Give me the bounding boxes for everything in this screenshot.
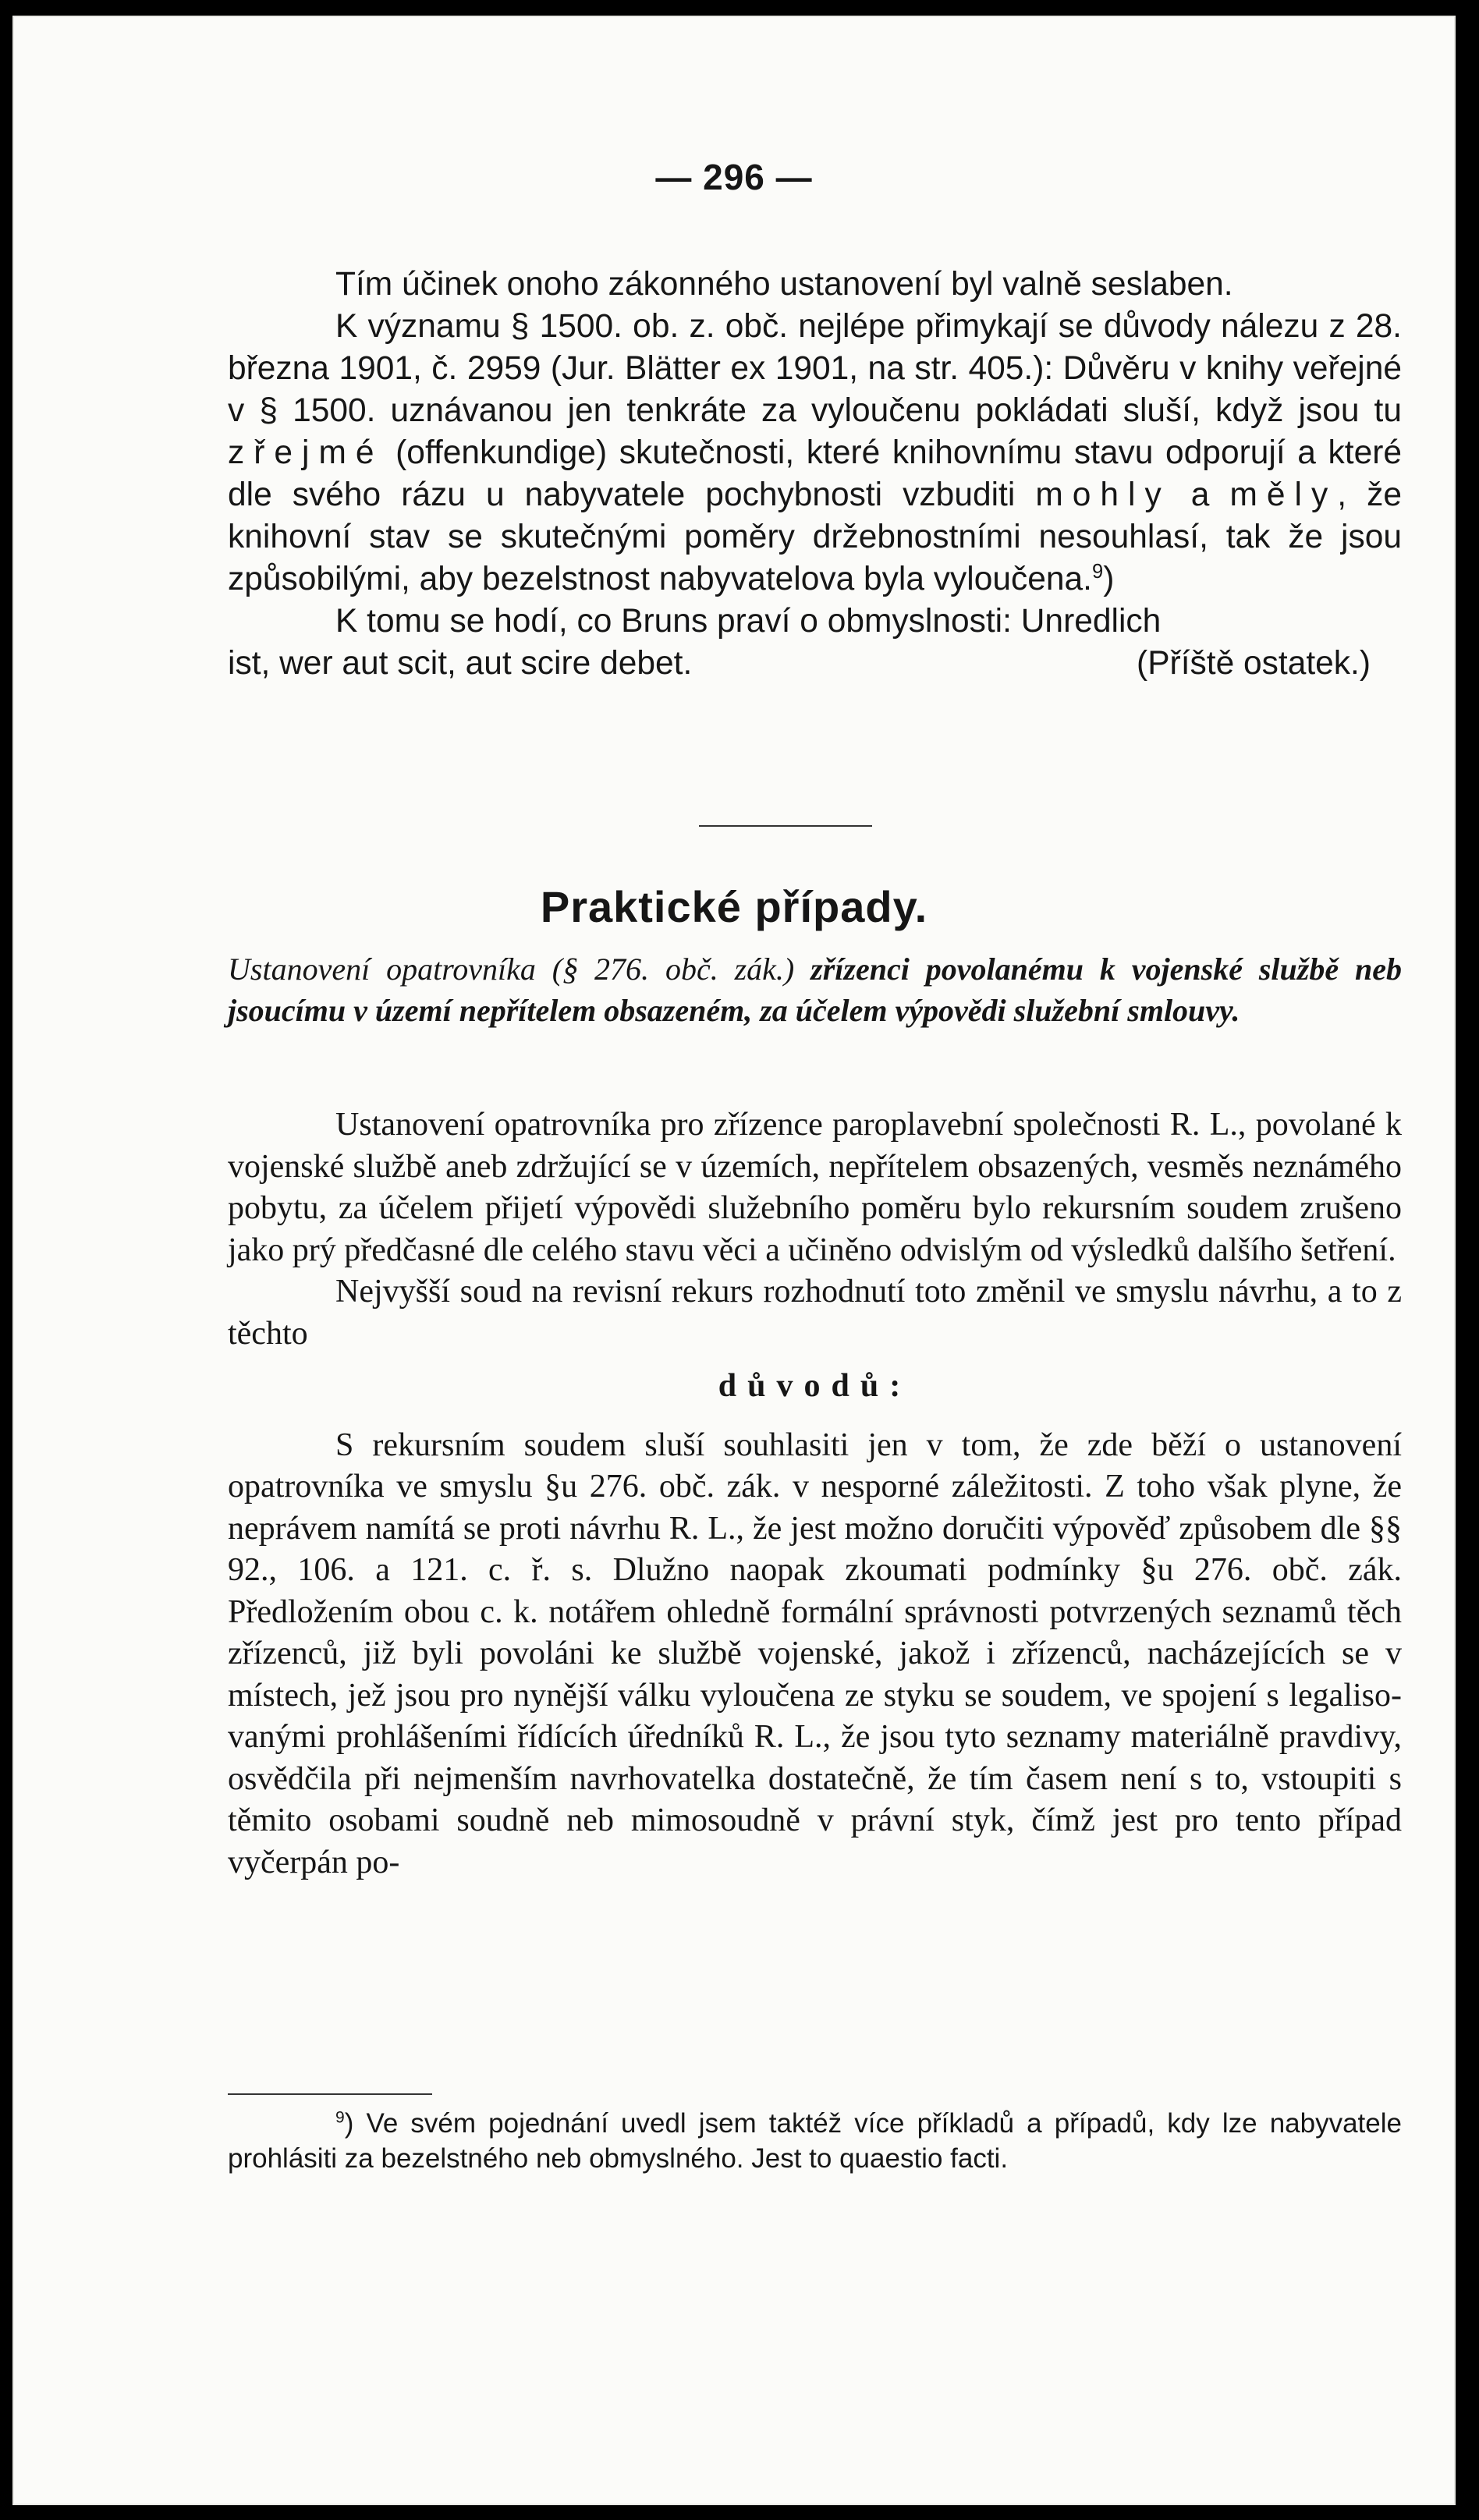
paragraph: K tomu se hodí, co Bruns praví o obmyslnosti: Unredlich (335, 603, 1162, 640)
section-divider (699, 825, 872, 827)
paragraph: Ustanovení opatrovníka pro zřízence paroplavební společnosti R. L., povolané k vojenské službě aneb zdržující se v územích, nepřítelem obsazených, vesměs neznámého pobytu, za účelem přijetí výpovědi služebního poměru bylo rekursním soudem zrušeno jako prý předčasné dle celého stavu věci a učiněno odvislým od výsledků dalšího šetření. (228, 1107, 1402, 1268)
emphasis-spaced: zřejmé (228, 434, 384, 471)
section-heading: Praktické případy. (540, 882, 928, 931)
footnote-marker: 9 (335, 2108, 345, 2127)
text-run: , že knihovní stav se skutečnými poměry držebnostními nesouhlasí, tak že jsou způsobilými, aby bezelstnost nabyvatelova byla vyloučena. (228, 477, 1402, 597)
abstract-rest: zřízenci povolanému k vojenské službě neb jsoucímu v území nepřítelem obsazeném, za účelem výpovědi služební smlouvy. (228, 952, 1403, 1028)
abstract-lead: Ustanovení opatrovníka (§ 276. obč. zák.) (228, 952, 795, 987)
text-run: (offenkundige) skutečnosti, které knihovnímu stavu odporují a které dle svého rázu u nabyvatele pochybnosti vzbuditi (228, 434, 1402, 513)
paragraph-last-line (228, 643, 1402, 685)
continued-note: (Příště ostatek.) (1137, 645, 1371, 682)
article-continuation (228, 264, 1402, 685)
paragraph: S rekursním soudem sluší souhlasiti jen v tom, že zde běží o ustanovení opatrovníka ve smyslu §u 276. obč. zák. v nesporné záležitosti. Z toho však plyne, že neprávem namítá se proti návrhu R. L., že jest možno doručiti výpověď způsobem dle §§ 92., 106. a 121. c. ř. s. Dlužno naopak zkoumati podmínky §u 276. obč. zák. Předložením obou c. k. notářem ohledně formální správnosti potvrzených seznamů těch zřízenců, již byli povoláni ke službě vojenské, jakož i zřízenců, nacházejících se v místech, jež jsou pro nynější válku vyloučena ze styku se soudem, ve spojení s legalisovanými prohlášeními řídících úředníků R. L., že jsou tyto seznamy materiálně pravdivy, osvědčila při nejmenším navrhovatelka dostatečně, že tím časem není s to, vstoupiti s těmito osobami soudně neb mimosoudně v právní styk, čímž jest pro tento případ vyčerpán po- (228, 1427, 1402, 1880)
case-abstract (228, 948, 1402, 1031)
emphasis-spaced: měly (1229, 477, 1338, 513)
footnote-ref: 9 (1092, 560, 1104, 583)
emphasis-spaced: mohly (1035, 477, 1171, 513)
reasons-title: důvodů: (718, 1368, 912, 1404)
case-body (228, 1104, 1402, 1884)
abstract-text (228, 948, 1402, 1031)
footnote-text: Ve svém pojednání uvedl jsem taktéž více příkladů a případů, kdy lze nabyvatele prohlásiti za bezelstného neb obmyslného. Jest to quaestio facti. (228, 2108, 1402, 2174)
paragraph-quote: K významu § 1500. ob. z. obč. nejlépe přimykají se důvody nálezu z 28. března 1901, č. 2959 (Jur. Blätter ex 1901, na str. 405.): Důvěru v knihy veřejné v § 1500. uznávanou jen tenkráte za vyloučenu pokládati sluší, když jsou tu zřejmé (offenkundige) skutečnosti, které knihovnímu stavu odporují a které dle svého rázu u nabyvatele pochybnosti vzbuditi mohly a měly, že knihovní stav se skutečnými poměry držebnostními nesouhlasí, tak že jsou způsobilými, aby bezelstnost nabyvatelova byla vyloučena.$^9$) (228, 308, 1402, 597)
paragraph: Nejvyšší soud na revisní rekurs rozhodnutí toto změnil ve smyslu návrhu, a to z těchto (228, 1274, 1402, 1352)
footnotes (228, 2106, 1402, 2176)
paragraph: Tím účinek onoho zákonného ustanovení byl valně seslaben. (335, 266, 1233, 303)
page-number: — 296 — (655, 157, 813, 197)
footnote-divider (228, 2093, 432, 2095)
text-run: a (1170, 477, 1230, 513)
text-run: ist, wer aut scit, aut scire debet. (228, 645, 693, 682)
text-run: K významu § 1500. ob. z. obč. nejlépe přimykají se důvody nálezu z 28. března 1901, č. 2959 (Jur. Blätter ex 1901, na str. 405.): Důvěru v knihy veřejné v § 1500. uznávanou jen tenkráte za vyloučenu pokládati sluší, když jsou tu (228, 308, 1402, 429)
book-page (12, 16, 1456, 2505)
footnote: $^9$) Ve svém pojednání uvedl jsem taktéž více příkladů a případů, kdy lze nabyvatele prohlásiti za bezelstného neb obmyslného. Jest to quaestio facti. (228, 2108, 1402, 2174)
